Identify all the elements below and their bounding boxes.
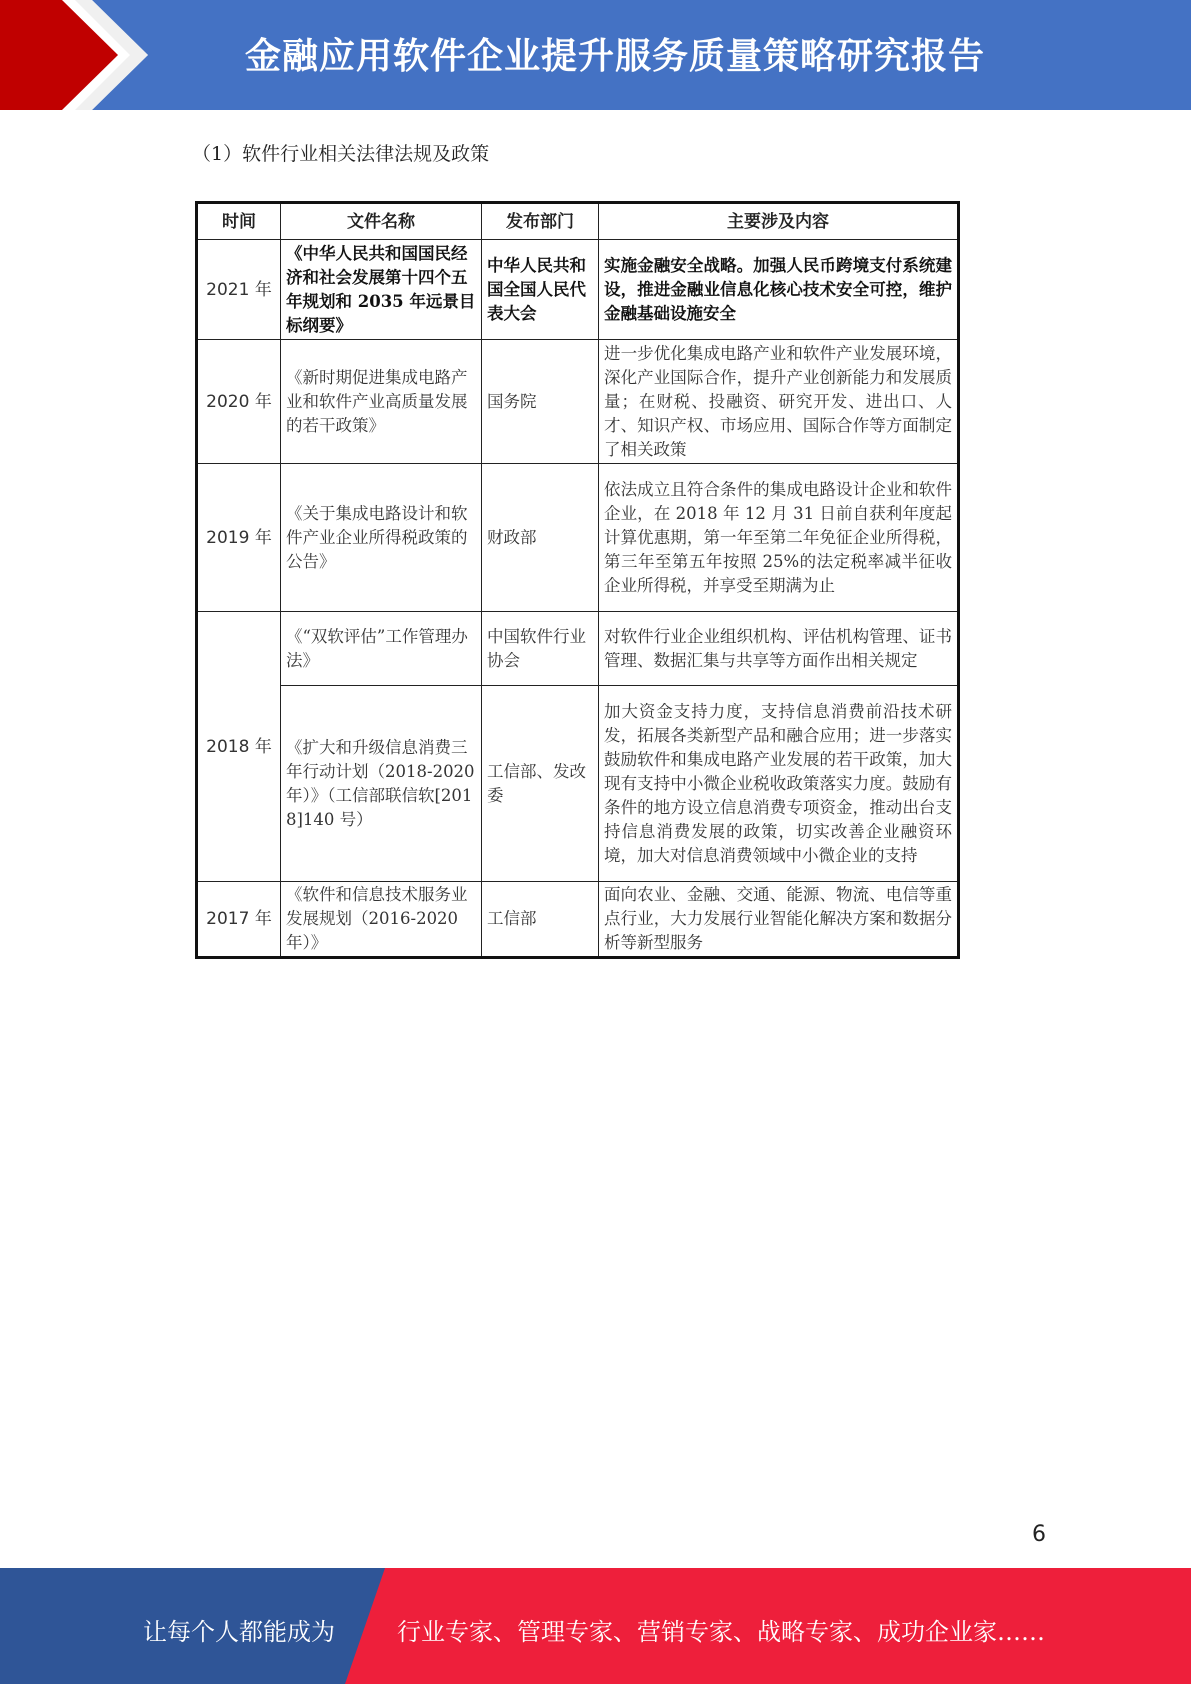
department-cell: 中国软件行业协会: [482, 612, 599, 686]
department-cell: 工信部、发改委: [482, 686, 599, 882]
column-header-time: 时间: [197, 203, 281, 240]
document-cell: 《软件和信息技术服务业发展规划（2016-2020 年）》: [281, 882, 482, 958]
column-header-content: 主要涉及内容: [599, 203, 959, 240]
department-cell: 工信部: [482, 882, 599, 958]
year-cell: 2020 年: [197, 340, 281, 464]
column-header-department: 发布部门: [482, 203, 599, 240]
document-cell: 《“双软评估”工作管理办法》: [281, 612, 482, 686]
content-cell: 进一步优化集成电路产业和软件产业发展环境，深化产业国际合作，提升产业创新能力和发展质量；在财税、投融资、研究开发、进出口、人才、知识产权、市场应用、国际合作等方面制定了相关政策: [599, 340, 959, 464]
year-cell: 2018 年: [197, 612, 281, 882]
policy-table: [195, 201, 960, 959]
page-number: 6: [1032, 1522, 1046, 1547]
department-cell: 中华人民共和国全国人民代表大会: [482, 240, 599, 340]
content-cell: 加大资金支持力度，支持信息消费前沿技术研发，拓展各类新型产品和融合应用；进一步落实鼓励软件和集成电路产业发展的若干政策，加大现有支持中小微企业税收政策落实力度。鼓励有条件的地方设立信息消费专项资金，推动出台支持信息消费发展的政策，切实改善企业融资环境，加大对信息消费领域中小微企业的支持: [599, 686, 959, 882]
section-heading: （1）软件行业相关法律法规及政策: [192, 143, 490, 165]
content-cell: 面向农业、金融、交通、能源、物流、电信等重点行业，大力发展行业智能化解决方案和数据分析等新型服务: [599, 882, 959, 958]
header-arrow-decoration: [0, 0, 150, 110]
year-cell: 2021 年: [197, 240, 281, 340]
document-cell: 《扩大和升级信息消费三年行动计划（2018-2020 年）》（工信部联信软[2018]140 号）: [281, 686, 482, 882]
column-header-document: 文件名称: [281, 203, 482, 240]
table-row: [197, 612, 959, 686]
content-cell: 实施金融安全战略。加强人民币跨境支付系统建设，推进金融业信息化核心技术安全可控，维护金融基础设施安全: [599, 240, 959, 340]
department-cell: 国务院: [482, 340, 599, 464]
document-cell: 《中华人民共和国国民经济和社会发展第十四个五年规划和 2035 年远景目标纲要》: [281, 240, 482, 340]
footer-slogan-right: 行业专家、管理专家、营销专家、战略专家、成功企业家……: [397, 1618, 1045, 1646]
document-cell: 《新时期促进集成电路产业和软件产业高质量发展的若干政策》: [281, 340, 482, 464]
report-footer: [0, 1568, 1191, 1684]
report-header: [0, 0, 1191, 110]
content-cell: 对软件行业企业组织机构、评估机构管理、证书管理、数据汇集与共享等方面作出相关规定: [599, 612, 959, 686]
document-cell: 《关于集成电路设计和软件产业企业所得税政策的公告》: [281, 464, 482, 612]
table-row: [197, 686, 959, 882]
table-row: [197, 882, 959, 958]
footer-slogan-left: 让每个人都能成为: [143, 1618, 335, 1646]
table-row: [197, 464, 959, 612]
year-cell: 2017 年: [197, 882, 281, 958]
report-title: 金融应用软件企业提升服务质量策略研究报告: [245, 36, 986, 77]
table-row: [197, 240, 959, 340]
content-cell: 依法成立且符合条件的集成电路设计企业和软件企业，在 2018 年 12 月 31 日前自获利年度起计算优惠期，第一年至第二年免征企业所得税，第三年至第五年按照 25%的法定税率减半征收企业所得税，并享受至期满为止: [599, 464, 959, 612]
department-cell: 财政部: [482, 464, 599, 612]
table-header-row: [197, 203, 959, 240]
year-cell: 2019 年: [197, 464, 281, 612]
table-row: [197, 340, 959, 464]
